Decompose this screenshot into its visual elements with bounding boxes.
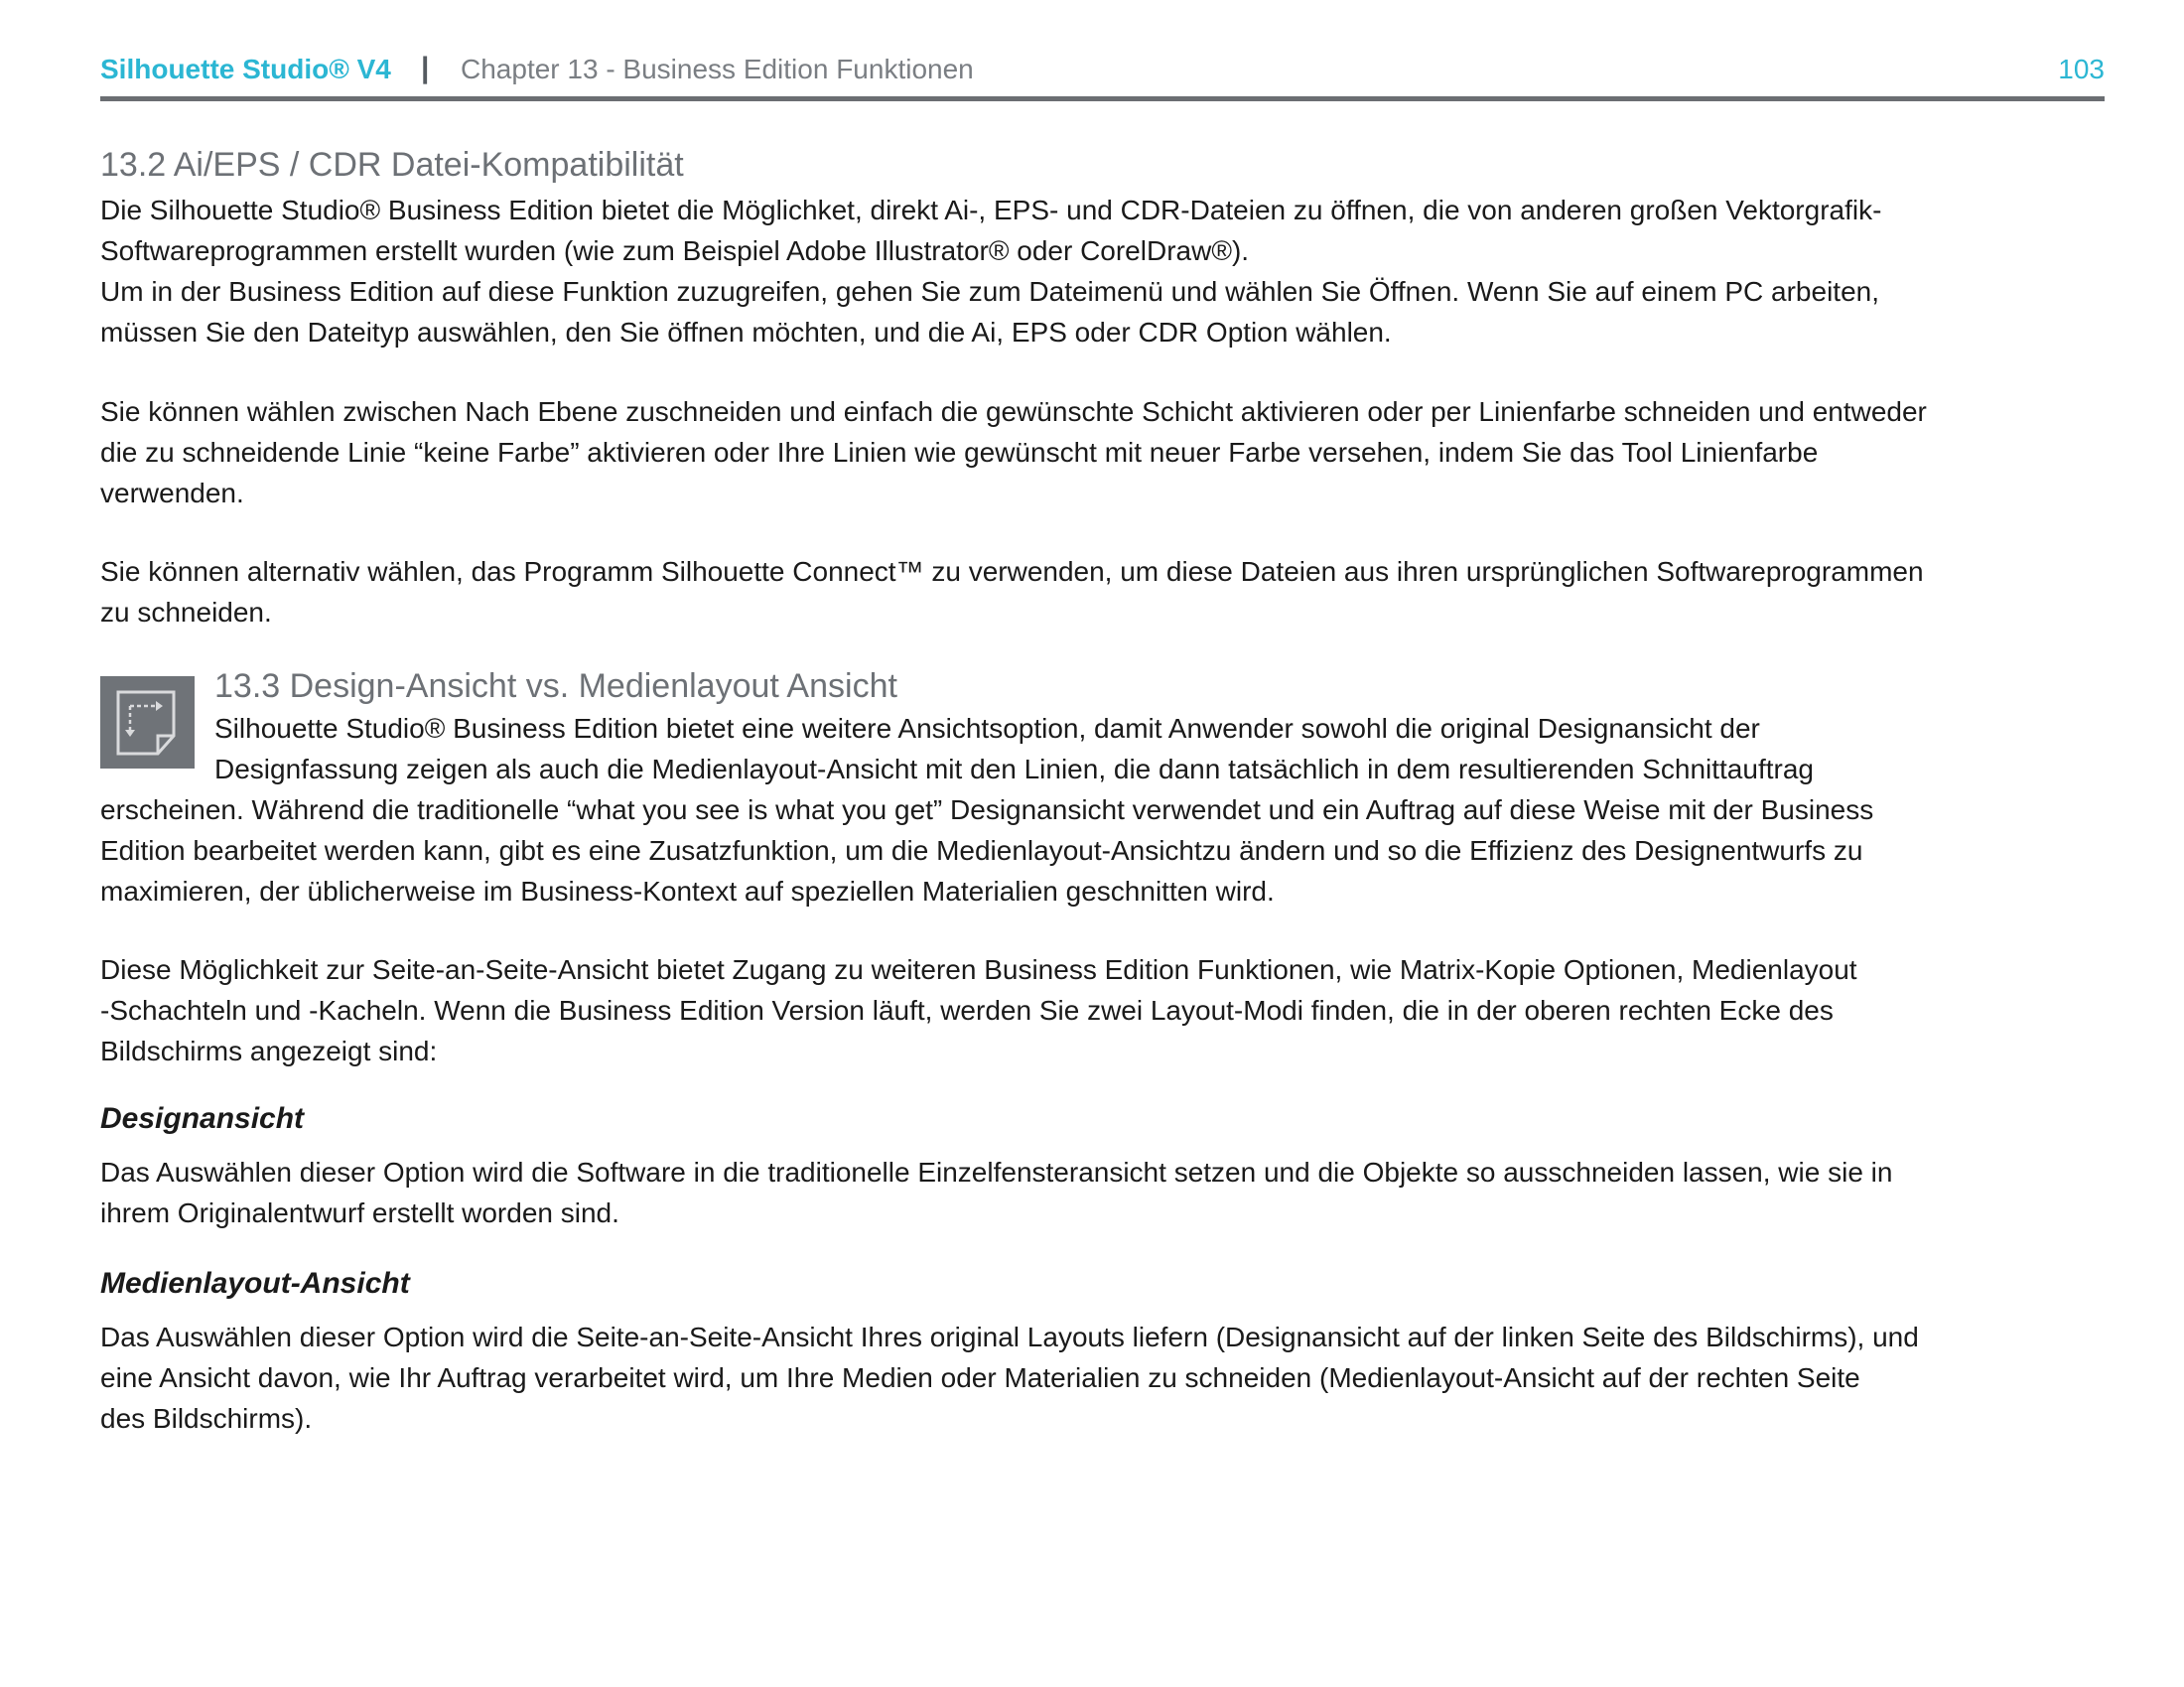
- page-number: 103: [2058, 54, 2105, 84]
- designansicht-heading: Designansicht: [100, 1102, 305, 1135]
- text-line: verwenden.: [100, 478, 244, 508]
- medienlayout-paragraph: [100, 1317, 2116, 1439]
- text-line: Bildschirms angezeigt sind:: [100, 1036, 438, 1066]
- text-line: Das Auswählen dieser Option wird die Software in die traditionelle Einzelfensteransicht setzen und die Objekte so ausschneiden lassen, wie sie in: [100, 1157, 1893, 1188]
- text-line: Designfassung zeigen als auch die Medienlayout-Ansicht mit den Linien, die dann tatsächlich in dem resultierenden Schnittauftrag: [214, 754, 1814, 784]
- text-line: des Bildschirms).: [100, 1403, 313, 1434]
- header-separator: |: [421, 52, 430, 84]
- text-line: Softwareprogrammen erstellt wurden (wie zum Beispiel Adobe Illustrator® oder CorelDraw®).: [100, 235, 1250, 266]
- text-line: Das Auswählen dieser Option wird die Seite-an-Seite-Ansicht Ihres original Layouts liefern (Designansicht auf der linken Seite des Bildschirms), und: [100, 1322, 1919, 1352]
- section-13-2-heading: 13.2 Ai/EPS / CDR Datei-Kompatibilität: [100, 146, 684, 184]
- section-13-3-intro-indented: [214, 708, 1814, 789]
- text-line: Die Silhouette Studio® Business Edition bietet die Möglichket, direkt Ai-, EPS- und CDR-Dateien zu öffnen, die von anderen großen Vektorgrafik-: [100, 195, 1882, 225]
- text-line: Um in der Business Edition auf diese Funktion zuzugreifen, gehen Sie zum Dateimenü und wählen Sie Öffnen. Wenn Sie auf einem PC arbeiten,: [100, 276, 1879, 307]
- text-line: Edition bearbeitet werden kann, gibt es eine Zusatzfunktion, um die Medienlayout-Ansichtzu ändern und so die Effizienz des Designentwurfs zu: [100, 835, 1863, 866]
- text-line: -Schachteln und -Kacheln. Wenn die Business Edition Version läuft, werden Sie zwei Layout-Modi finden, die in der oberen rechten Ecke des: [100, 995, 1834, 1026]
- page-header: [100, 50, 2105, 89]
- page-layout-icon: [100, 676, 195, 769]
- text-line: eine Ansicht davon, wie Ihr Auftrag verarbeitet wird, um Ihre Medien oder Materialien zu schneiden (Medienlayout-Ansicht auf der rechten Seite: [100, 1362, 1860, 1393]
- designansicht-paragraph: [100, 1152, 2116, 1233]
- text-line: müssen Sie den Dateityp auswählen, den Sie öffnen möchten, und die Ai, EPS oder CDR Option wählen.: [100, 317, 1392, 348]
- text-line: Diese Möglichkeit zur Seite-an-Seite-Ansicht bietet Zugang zu weiteren Business Edition Funktionen, wie Matrix-Kopie Optionen, Medienlayout: [100, 954, 1857, 985]
- text-line: zu schneiden.: [100, 597, 272, 628]
- text-line: erscheinen. Während die traditionelle “what you see is what you get” Designansicht verwendet und ein Auftrag auf diese Weise mit der Business: [100, 794, 1874, 825]
- section-13-2-paragraph-1: [100, 190, 2116, 352]
- text-line: Sie können alternativ wählen, das Programm Silhouette Connect™ zu verwenden, um diese Dateien aus ihren ursprünglichen Softwareprogrammen: [100, 556, 1924, 587]
- text-line: die zu schneidende Linie “keine Farbe” aktivieren oder Ihre Linien wie gewünscht mit neuer Farbe versehen, indem Sie das Tool Linienfarbe: [100, 437, 1819, 468]
- header-divider: [100, 96, 2105, 101]
- section-13-3-paragraph-2: [100, 949, 2116, 1071]
- text-line: ihrem Originalentwurf erstellt worden sind.: [100, 1197, 619, 1228]
- chapter-title: Chapter 13 - Business Edition Funktionen: [461, 54, 974, 84]
- text-line: maximieren, der üblicherweise im Business-Kontext auf speziellen Materialien geschnitten wird.: [100, 876, 1275, 907]
- brand-title: Silhouette Studio® V4: [100, 54, 391, 84]
- medienlayout-heading: Medienlayout-Ansicht: [100, 1267, 410, 1300]
- section-13-2-paragraph-2: [100, 391, 2116, 513]
- text-line: Silhouette Studio® Business Edition bietet eine weitere Ansichtsoption, damit Anwender sowohl die original Designansicht der: [214, 713, 1760, 744]
- section-13-3-heading: 13.3 Design-Ansicht vs. Medienlayout Ansicht: [214, 667, 897, 705]
- text-line: Sie können wählen zwischen Nach Ebene zuschneiden und einfach die gewünschte Schicht aktivieren oder per Linienfarbe schneiden und entweder: [100, 396, 1927, 427]
- section-13-3-paragraph-1: [100, 789, 2116, 912]
- section-13-2-paragraph-3: [100, 551, 2116, 633]
